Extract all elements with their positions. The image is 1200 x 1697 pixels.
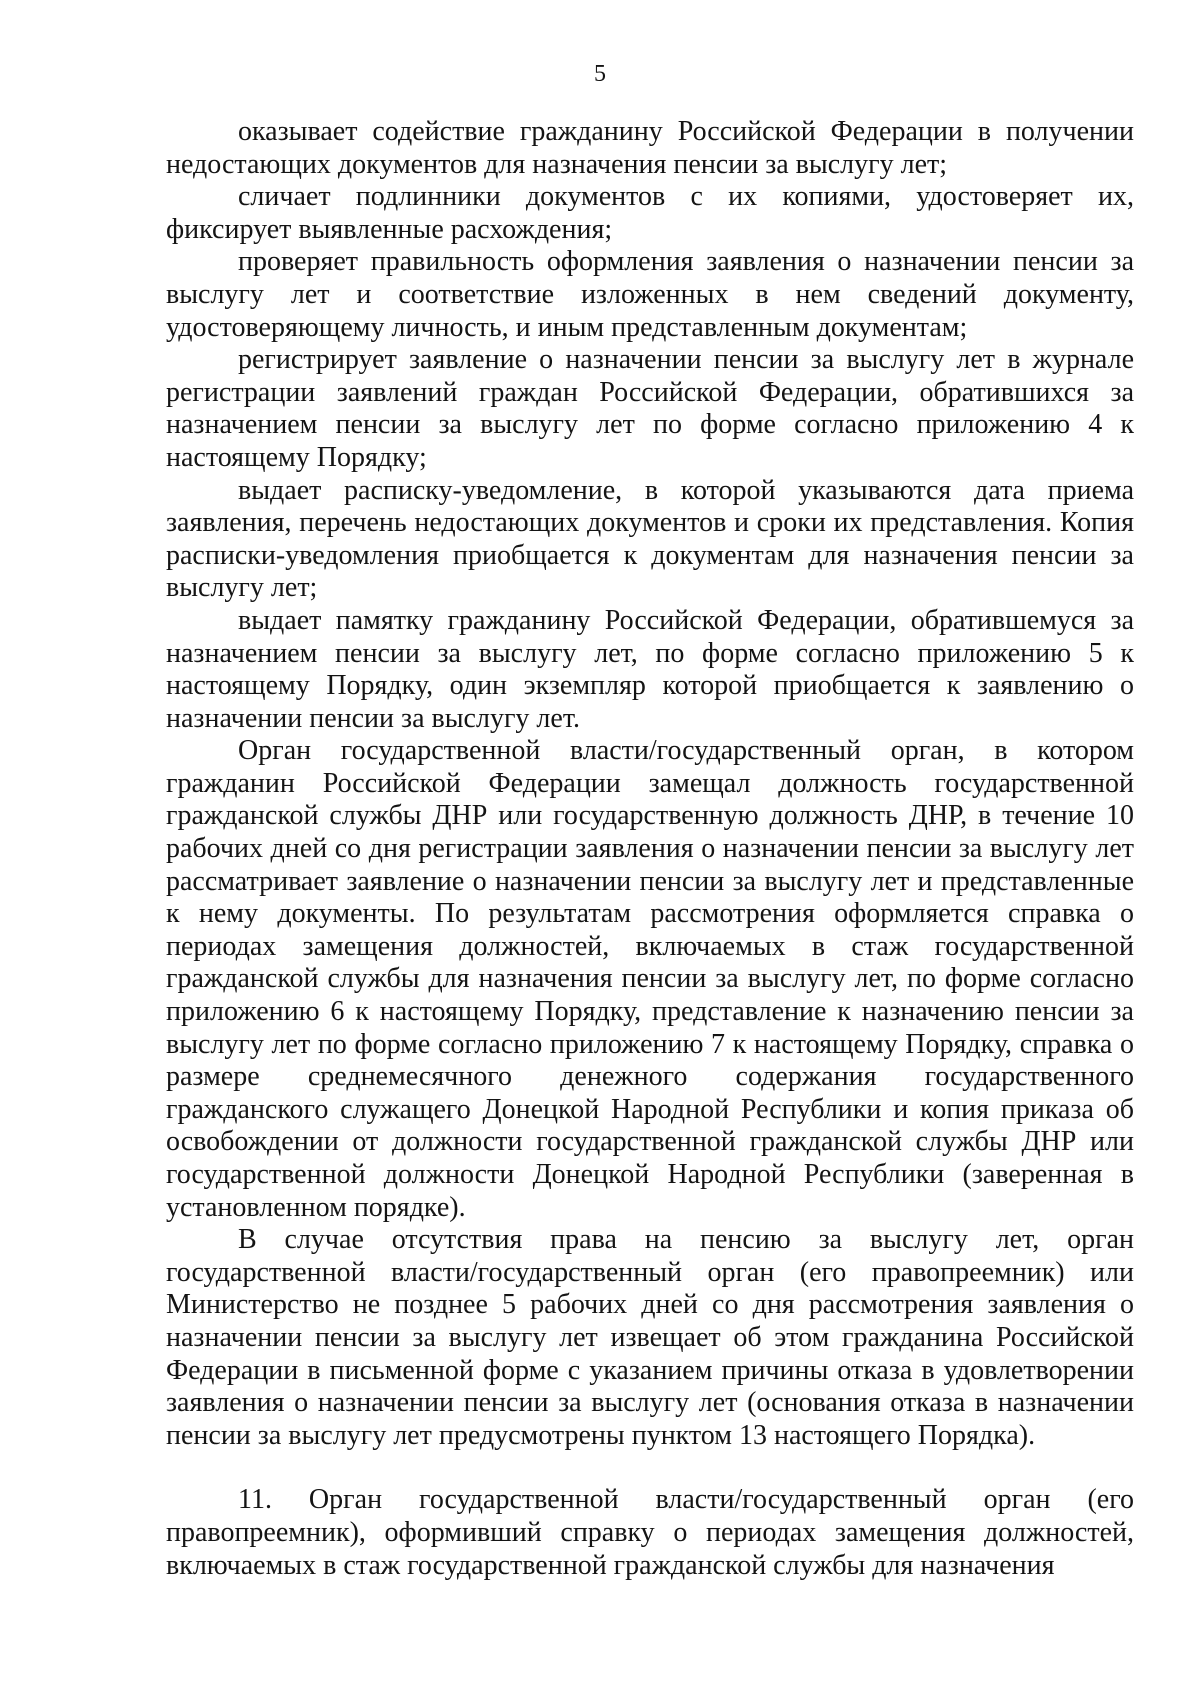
- paragraph-section-11: 11. Орган государственной власти/государственный орган (его правопреемник), оформивший справку о периодах замещения должностей, включаемых в стаж государственной гражданской службы для назначения: [166, 1484, 1134, 1581]
- paragraph: выдает расписку-уведомление, в которой указываются дата приема заявления, перечень недостающих документов и сроки их представления. Копия расписки-уведомления приобщается к документам для назначения пенсии за выслугу лет;: [166, 474, 1134, 604]
- page-number: 5: [594, 61, 606, 87]
- paragraph: оказывает содействие гражданину Российской Федерации в получении недостающих документов для назначения пенсии за выслугу лет;: [166, 116, 1134, 180]
- paragraph: выдает памятку гражданину Российской Федерации, обратившемуся за назначением пенсии за выслугу лет, по форме согласно приложению 5 к настоящему Порядку, один экземпляр которой приобщается к заявлению о назначении пенсии за выслугу лет.: [166, 604, 1134, 734]
- document-body: [166, 116, 1134, 1582]
- paragraph: Орган государственной власти/государственный орган, в котором гражданин Российской Федерации замещал должность государственной гражданской службы ДНР или государственную должность ДНР, в течение 10 рабочих дней со дня регистрации заявления о назначении пенсии за выслугу лет рассматривает заявление о назначении пенсии за выслугу лет и представленные к нему документы. По результатам рассмотрения оформляется справка о периодах замещения должностей, включаемых в стаж государственной гражданской службы для назначения пенсии за выслугу лет, по форме согласно приложению 6 к настоящему Порядку, представление к назначению пенсии за выслугу лет по форме согласно приложению 7 к настоящему Порядку, справка о размере среднемесячного денежного содержания государственного гражданского служащего Донецкой Народной Республики и копия приказа об освобождении от должности государственной гражданской службы ДНР или государственной должности Донецкой Народной Республики (заверенная в установленном порядке).: [166, 735, 1134, 1223]
- paragraph: сличает подлинники документов с их копиями, удостоверяет их, фиксирует выявленные расхождения;: [166, 181, 1134, 245]
- paragraph: регистрирует заявление о назначении пенсии за выслугу лет в журнале регистрации заявлений граждан Российской Федерации, обратившихся за назначением пенсии за выслугу лет по форме согласно приложению 4 к настоящему Порядку;: [166, 344, 1134, 473]
- paragraph: проверяет правильность оформления заявления о назначении пенсии за выслугу лет и соответствие изложенных в нем сведений документу, удостоверяющему личность, и иным представленным документам;: [166, 246, 1134, 343]
- paragraph: В случае отсутствия права на пенсию за выслугу лет, орган государственной власти/государственный орган (его правопреемник) или Министерство не позднее 5 рабочих дней со дня рассмотрения заявления о назначении пенсии за выслугу лет извещает об этом гражданина Российской Федерации в письменной форме с указанием причины отказа в удовлетворении заявления о назначении пенсии за выслугу лет (основания отказа в назначении пенсии за выслугу лет предусмотрены пунктом 13 настоящего Порядка).: [166, 1224, 1134, 1451]
